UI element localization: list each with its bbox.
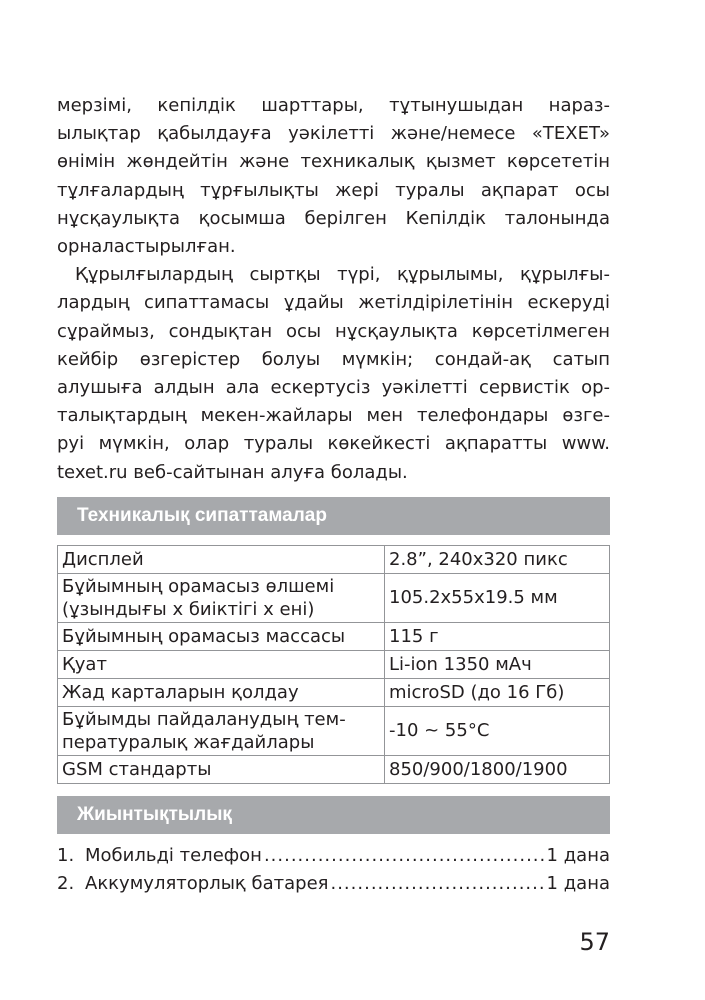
spec-key: GSM стандарты xyxy=(58,755,385,783)
paragraph-line: талықтардың мекен-жайлары мен телефондары өзге- xyxy=(57,405,610,427)
kit-item-number: 1. xyxy=(57,844,75,866)
spec-key: Бұйымды пайдаланудың тем- пературалық жағдайлары xyxy=(58,706,385,755)
spec-key: Жад карталарын қолдау xyxy=(58,678,385,706)
paragraph-line: алушыға алдын ала ескертусіз уәкілетті сервистік ор- xyxy=(57,377,610,399)
spec-value: -10 ~ 55°С xyxy=(385,706,610,755)
spec-key: Бұйымның орамасыз массасы xyxy=(58,622,385,650)
kit-section-header: Жиынтықтылық xyxy=(57,796,610,834)
table-row xyxy=(58,678,610,706)
spec-key: Бұйымның орамасыз өлшемі (ұзындығы х биіктігі х ені) xyxy=(58,573,385,622)
paragraph-1 xyxy=(57,92,610,261)
paragraph-line: нұсқаулықта қосымша берілген Кепілдік талонында xyxy=(57,207,610,229)
table-row xyxy=(58,650,610,678)
table-row xyxy=(58,545,610,573)
paragraph-line: texet.ru веб-сайтынан алуға болады. xyxy=(57,461,408,483)
paragraph-line: орналастырылған. xyxy=(57,236,236,258)
kit-item-quantity: 1 дана xyxy=(546,844,610,866)
spec-key: Дисплей xyxy=(58,545,385,573)
leader-dots xyxy=(264,842,545,870)
spec-value: 105.2x55x19.5 мм xyxy=(385,573,610,622)
paragraph-line: сұраймыз, сондықтан осы нұсқаулықта көрсетілмеген xyxy=(57,320,610,342)
list-item xyxy=(57,842,610,870)
paragraph-line: руі мүмкін, олар туралы көкейкесті ақпаратты www. xyxy=(57,433,610,455)
table-row xyxy=(58,755,610,783)
paragraph-line: Құрылғылардың сыртқы түрі, құрылымы, құрылғы- xyxy=(75,264,610,286)
paragraph-line: өнімін жөндейтін және техникалық қызмет көрсететін xyxy=(57,151,610,173)
paragraph-line: ылықтар қабылдауға уәкілетті және/немесе «TEXET» xyxy=(57,123,610,145)
leader-dots xyxy=(330,870,544,898)
spec-value: 850/900/1800/1900 xyxy=(385,755,610,783)
paragraph-line: лардың сипаттамасы ұдайы жетілдірілетінін ескеруді xyxy=(57,292,610,314)
spec-value: microSD (до 16 Гб) xyxy=(385,678,610,706)
page-content xyxy=(57,92,610,898)
paragraph-line: тұлғалардың тұрғылықты жері туралы ақпарат осы xyxy=(57,179,610,201)
paragraph-line: кейбір өзгерістер болуы мүмкін; сондай-ақ сатып xyxy=(57,348,610,370)
spec-key: Қуат xyxy=(58,650,385,678)
kit-item-name: Мобильді телефон xyxy=(85,844,262,866)
kit-item-quantity: 1 дана xyxy=(546,872,610,894)
kit-list xyxy=(57,842,610,898)
paragraph-2 xyxy=(57,261,610,487)
table-row xyxy=(58,573,610,622)
kit-item-name: Аккумуляторлық батарея xyxy=(85,872,329,894)
spec-value: 115 г xyxy=(385,622,610,650)
kit-item-number: 2. xyxy=(57,872,75,894)
page-number: 57 xyxy=(579,928,610,956)
list-item xyxy=(57,870,610,898)
paragraph-line: мерзімі, кепілдік шарттары, тұтынушыдан нараз- xyxy=(57,95,610,116)
spec-value: 2.8”, 240x320 пикс xyxy=(385,545,610,573)
specs-table xyxy=(57,545,610,784)
specs-section-header: Техникалық сипаттамалар xyxy=(57,497,610,535)
table-row xyxy=(58,622,610,650)
spec-value: Li-ion 1350 мАч xyxy=(385,650,610,678)
table-row xyxy=(58,706,610,755)
